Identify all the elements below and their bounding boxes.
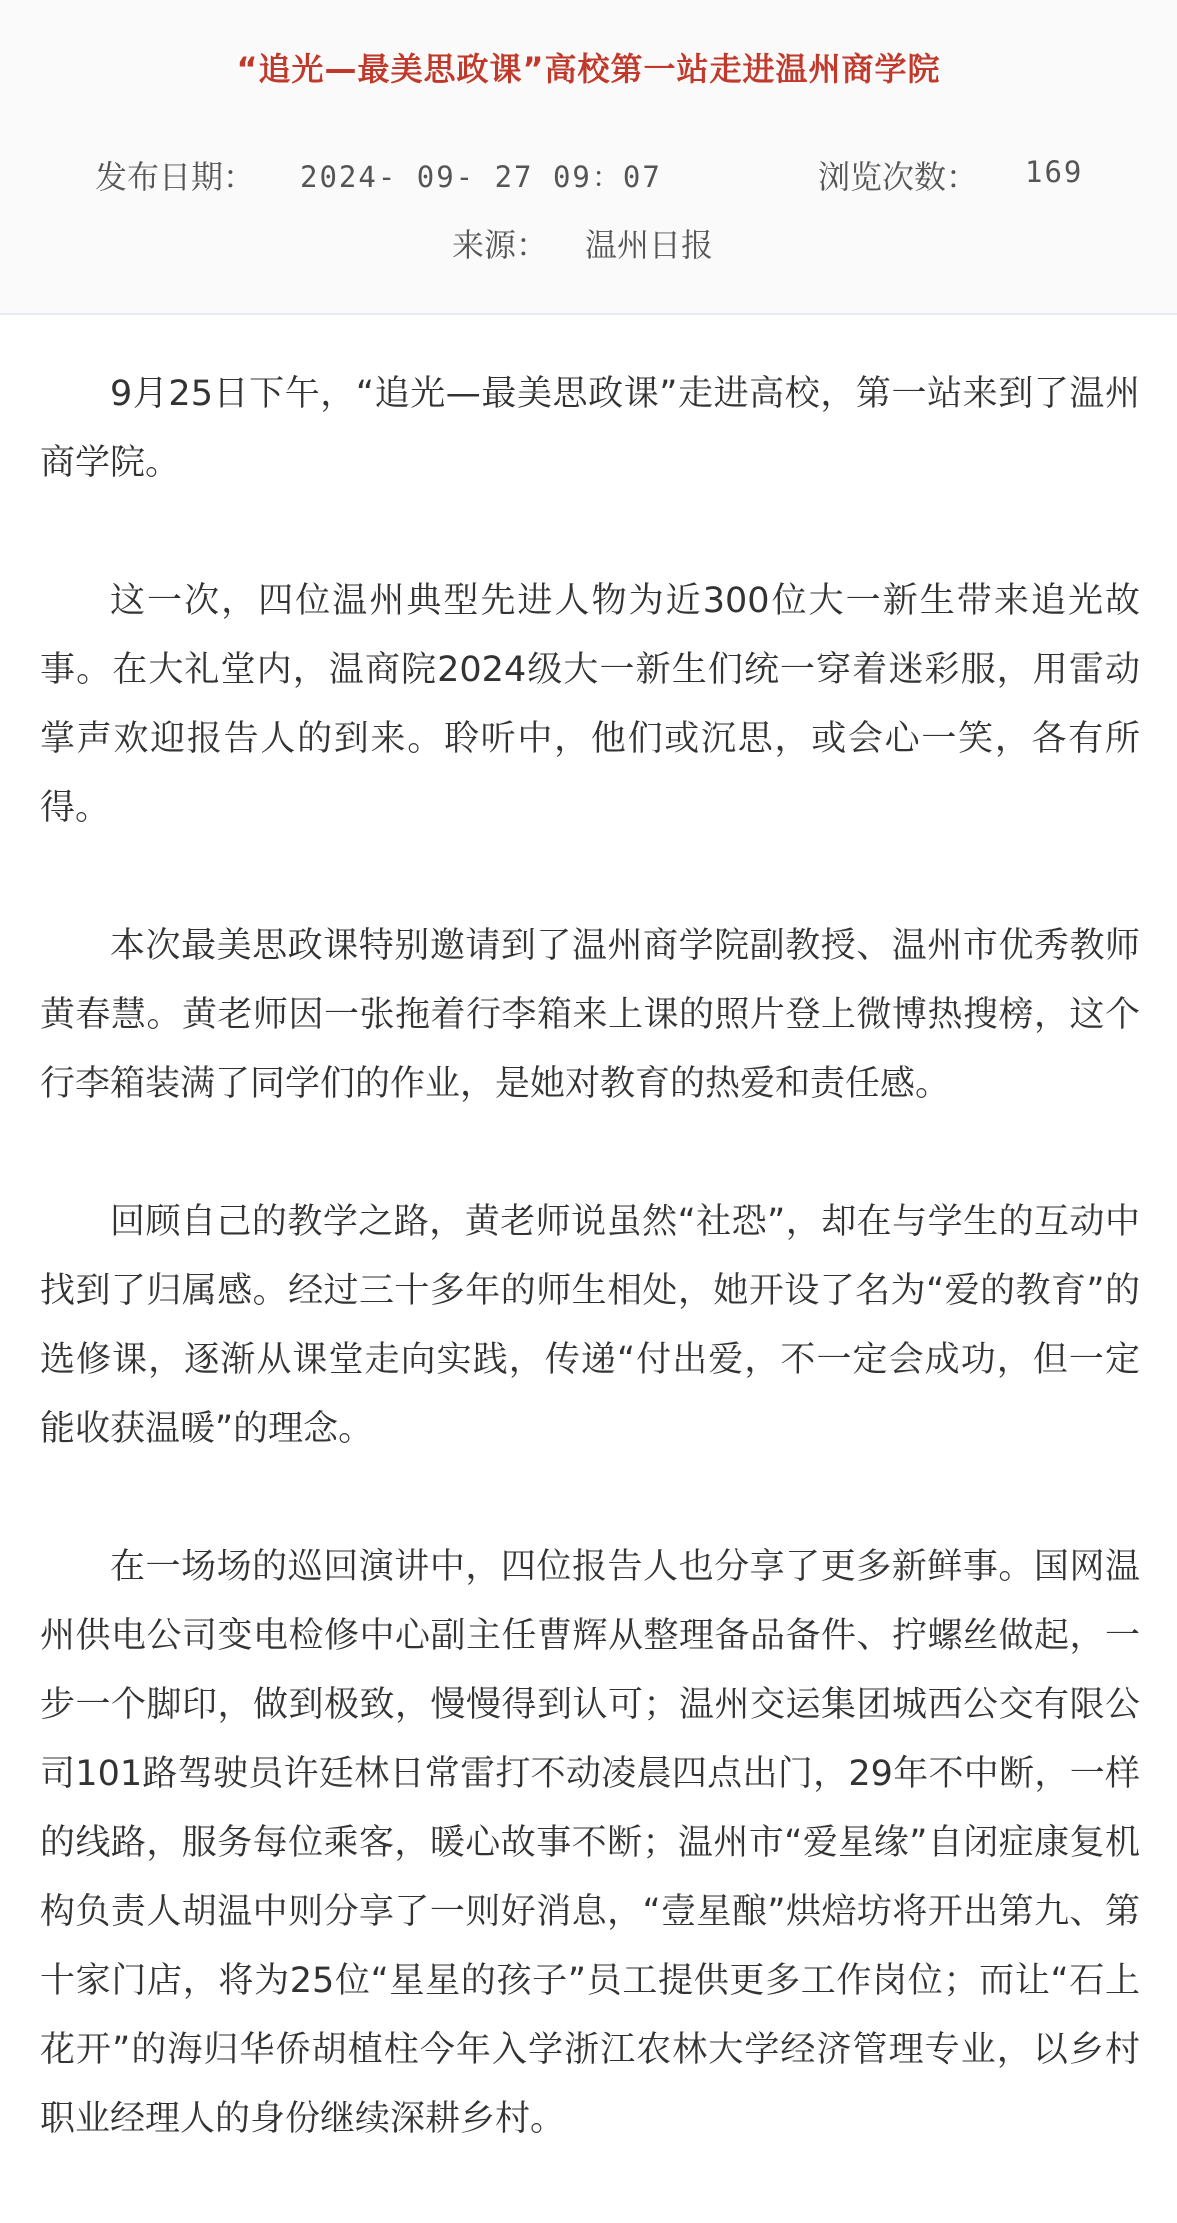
article-header [0,0,1177,315]
view-count-label: 浏览次数： [818,158,979,196]
article-title: “追光—最美思政课”高校第一站走进温州商学院 [236,50,941,88]
article-paragraph: 这一次，四位温州典型先进人物为近300位大一新生带来追光故事。在大礼堂内，温商院2024级大一新生们统一穿着迷彩服，用雷动掌声欢迎报告人的到来。聆听中，他们或沉思，或会心一笑，各有所得。 [40,581,1140,828]
publish-date-label: 发布日期： [95,158,256,196]
article-paragraph: 本次最美思政课特别邀请到了温州商学院副教授、温州市优秀教师黄春慧。黄老师因一张拖着行李箱来上课的照片登上微博热搜榜，这个行李箱装满了同学们的作业，是她对教育的热爱和责任感。 [40,926,1140,1104]
meta-row-date-views [0,152,1177,196]
source-value: 温州日报 [585,226,714,264]
view-count-value: 169 [1025,155,1084,189]
article-paragraph: 回顾自己的教学之路，黄老师说虽然“社恐”，却在与学生的互动中找到了归属感。经过三十多年的师生相处，她开设了名为“爱的教育”的选修课，逐渐从课堂走向实践，传递“付出爱，不一定会成功，但一定能收获温暖”的理念。 [40,1202,1140,1449]
article-body [40,360,1140,2223]
source-label: 来源： [452,226,549,264]
publish-date-value: 2024- 09- 27 09：07 [300,160,662,194]
article-paragraph: 在一场场的巡回演讲中，四位报告人也分享了更多新鲜事。国网温州供电公司变电检修中心副主任曹辉从整理备品备件、拧螺丝做起，一步一个脚印，做到极致，慢慢得到认可；温州交运集团城西公交有限公司101路驾驶员许廷林日常雷打不动凌晨四点出门，29年不中断，一样的线路，服务每位乘客，暖心故事不断；温州市“爱星缘”自闭症康复机构负责人胡温中则分享了一则好消息，“壹星酿”烘焙坊将开出第九、第十家门店，将为25位“星星的孩子”员工提供更多工作岗位；而让“石上花开”的海归华侨胡植柱今年入学浙江农林大学经济管理专业，以乡村职业经理人的身份继续深耕乡村。 [40,1547,1140,2139]
meta-row-source [0,220,1177,264]
article-paragraph: 9月25日下午，“追光—最美思政课”走进高校，第一站来到了温州商学院。 [40,374,1140,483]
